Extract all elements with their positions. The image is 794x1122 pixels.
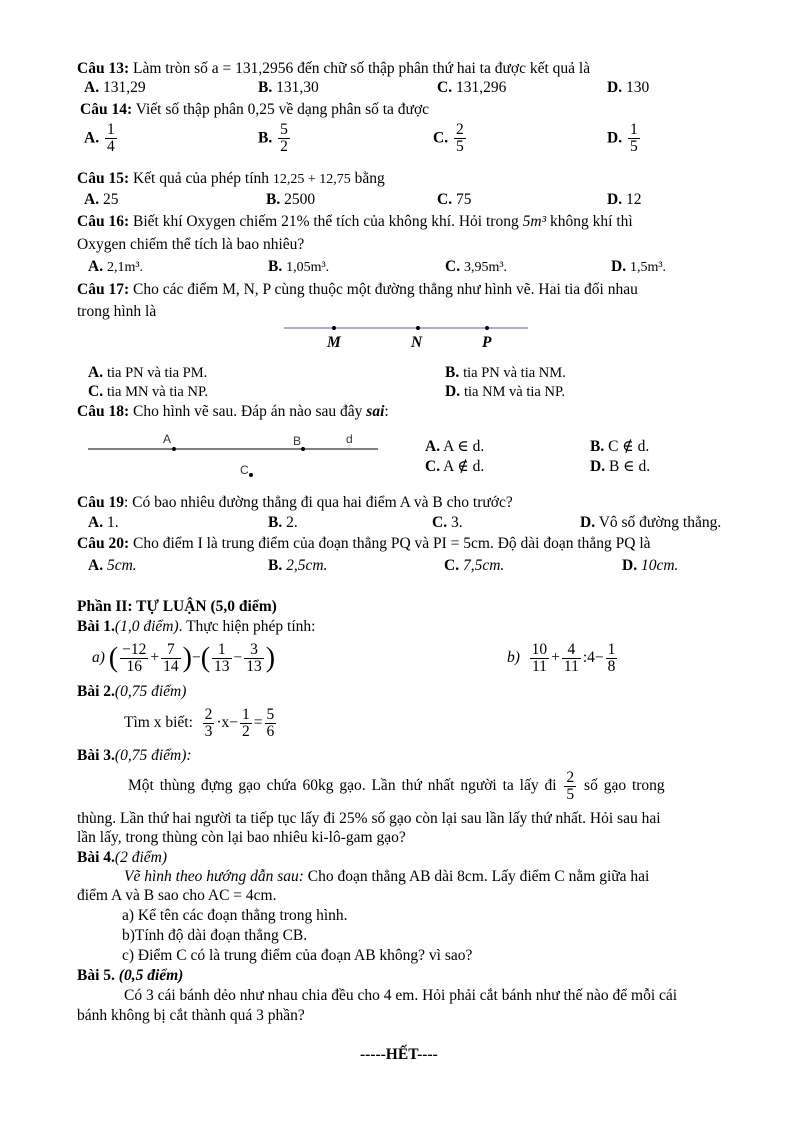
- end-marker: -----HẾT----: [360, 1046, 438, 1063]
- q15-opt-b: B. 2500: [266, 191, 316, 208]
- bai1-b-expr: b) $\frac{10}{11}$ + $\frac{4}{11}$ :4− $\frac{1}{8}$: [507, 640, 616, 675]
- q20-opt-b: B. 2,5cm.: [268, 557, 328, 574]
- label-p: P: [482, 334, 492, 351]
- bai4-line2: điểm A và B sao cho AC = 4cm.: [77, 887, 277, 904]
- q16-opt-c: C. 3,95m³.: [445, 258, 508, 275]
- point-n: [416, 326, 420, 330]
- bai2-heading: Bài 2.(0,75 điểm): [77, 683, 187, 700]
- bai4-item-a: a) Kể tên các đoạn thẳng trong hình.: [122, 907, 348, 924]
- label-a: A: [163, 432, 172, 446]
- label-n: N: [411, 334, 423, 351]
- q20-opt-d: D. 10cm.: [622, 557, 679, 574]
- q15-opt-c: C. 75: [437, 191, 472, 208]
- part2-title: Phần II: TỰ LUẬN (5,0 điểm): [77, 598, 277, 615]
- point-c: [249, 473, 253, 477]
- q17-opt-a: A. tia PN và tia PM.: [88, 364, 208, 381]
- q20-stem: Câu 20: Cho điểm I là trung điểm của đoạn thẳng PQ và PI = 5cm. Độ dài đoạn thẳng PQ là: [77, 535, 651, 552]
- bai3-line2: thùng. Lần thứ hai người ta tiếp tục lấy đi 25% số gạo còn lại sau lần lấy thứ nhất. Hỏi sau hai: [77, 810, 661, 827]
- q20-opt-c: C. 7,5cm.: [444, 557, 505, 574]
- q17-figure: [282, 320, 532, 356]
- bai3-line1: Một thùng đựng gạo chứa 60kg gạo. Lần thứ nhất người ta lấy đi $\frac{2}{5}$ số gạo trong: [128, 768, 665, 803]
- q13-opt-d: D. 130: [607, 79, 650, 96]
- bai5-line1: Có 3 cái bánh dẻo như nhau chia đều cho 4 em. Hỏi phải cắt bánh như thế nào để mỗi cái: [124, 987, 678, 1004]
- label-b: B: [293, 434, 302, 448]
- q19-opt-a: A. 1.: [88, 514, 119, 531]
- q19-opt-b: B. 2.: [268, 514, 298, 531]
- q16-opt-d: D. 1,5m³.: [611, 258, 667, 275]
- bai5-line2: bánh không bị cắt thành quá 3 phần?: [77, 1007, 305, 1024]
- q18-opt-b: B. C ∉ d.: [590, 438, 650, 455]
- q14-opt-b: B. $\frac{5}{2}$: [258, 121, 288, 156]
- q17-stem-line2: trong hình là: [77, 303, 157, 320]
- q18-opt-c: C. A ∉ d.: [425, 458, 485, 475]
- q18-opt-d: D. B ∈ d.: [590, 458, 651, 475]
- q18-stem: Câu 18: Cho hình vẽ sau. Đáp án nào sau đây sai:: [77, 403, 389, 420]
- q14-opt-d: D. $\frac{1}{5}$: [607, 121, 638, 156]
- q17-opt-b: B. tia PN và tia NM.: [445, 364, 566, 381]
- bai3-heading: Bài 3.(0,75 điểm):: [77, 747, 192, 764]
- label-d: d: [346, 432, 353, 446]
- q18-figure: [88, 430, 388, 480]
- q16-opt-b: B. 1,05m³.: [268, 258, 330, 275]
- bai4-item-c: c) Điểm C có là trung điểm của đoạn AB không? vì sao?: [122, 947, 473, 964]
- q18-opt-a: A. A ∈ d.: [425, 438, 485, 455]
- bai1-heading: Bài 1.(1,0 điểm). Thực hiện phép tính:: [77, 618, 316, 635]
- q13-stem: Câu 13: Làm tròn số a = 131,2956 đến chữ số thập phân thứ hai ta được kết quả là: [77, 60, 591, 77]
- q17-stem: Câu 17: Cho các điểm M, N, P cùng thuộc một đường thẳng như hình vẽ. Hai tia đối nhau: [77, 281, 638, 298]
- label-c: C: [240, 463, 249, 477]
- q14-opt-c: C. $\frac{2}{5}$: [433, 121, 464, 156]
- point-a: [172, 447, 176, 451]
- q15-opt-a: A. 25: [84, 191, 119, 208]
- label-m: M: [327, 334, 341, 351]
- q16-opt-a: A. 2,1m³.: [88, 258, 144, 275]
- q19-opt-c: C. 3.: [432, 514, 463, 531]
- bai4-heading: Bài 4.(2 điểm): [77, 849, 167, 866]
- bai4-line1: Vẽ hình theo hướng dẫn sau: Cho đoạn thẳng AB dài 8cm. Lấy điểm C nằm giữa hai: [124, 868, 650, 885]
- point-b: [301, 447, 305, 451]
- q13-opt-b: B. 131,30: [258, 79, 319, 96]
- bai2-expr: Tìm x biết: $\frac{2}{3}$ ·x− $\frac{1}{2}$ = $\frac{5}{6}$: [124, 705, 275, 740]
- bai1-a-expr: a) ( $\frac{-12}{16}$ + $\frac{7}{14}$ )−( $\frac{1}{13}$ − $\frac{3}{13}$ ): [92, 640, 276, 675]
- q13-opt-c: C. 131,296: [437, 79, 507, 96]
- q17-opt-d: D. tia NM và tia NP.: [445, 383, 566, 400]
- q14-stem: Câu 14: Viết số thập phân 0,25 về dạng phân số ta được: [80, 101, 430, 118]
- q13-opt-a: A. 131,29: [84, 79, 146, 96]
- q14-opt-a: A. $\frac{1}{4}$: [84, 121, 115, 156]
- bai3-line3: lần lấy, trong thùng còn lại bao nhiêu ki-lô-gam gạo?: [77, 829, 406, 846]
- bai4-item-b: b)Tính độ dài đoạn thẳng CB.: [122, 927, 308, 944]
- q17-opt-c: C. tia MN và tia NP.: [88, 383, 209, 400]
- q16-stem: Câu 16: Biết khí Oxygen chiếm 21% thể tích của không khí. Hỏi trong 5m³ không khí thì: [77, 213, 633, 230]
- point-m: [332, 326, 336, 330]
- bai5-heading: Bài 5. (0,5 điểm): [77, 967, 184, 984]
- q19-stem: Câu 19: Có bao nhiêu đường thẳng đi qua hai điểm A và B cho trước?: [77, 494, 513, 511]
- q20-opt-a: A. 5cm.: [88, 557, 137, 574]
- q19-opt-d: D. Vô số đường thẳng.: [580, 514, 722, 531]
- q15-opt-d: D. 12: [607, 191, 642, 208]
- q15-stem: Câu 15: Kết quả của phép tính 12,25 + 12,75 bằng: [77, 170, 385, 187]
- q16-stem-line2: Oxygen chiếm thể tích là bao nhiêu?: [77, 236, 305, 253]
- point-p: [485, 326, 489, 330]
